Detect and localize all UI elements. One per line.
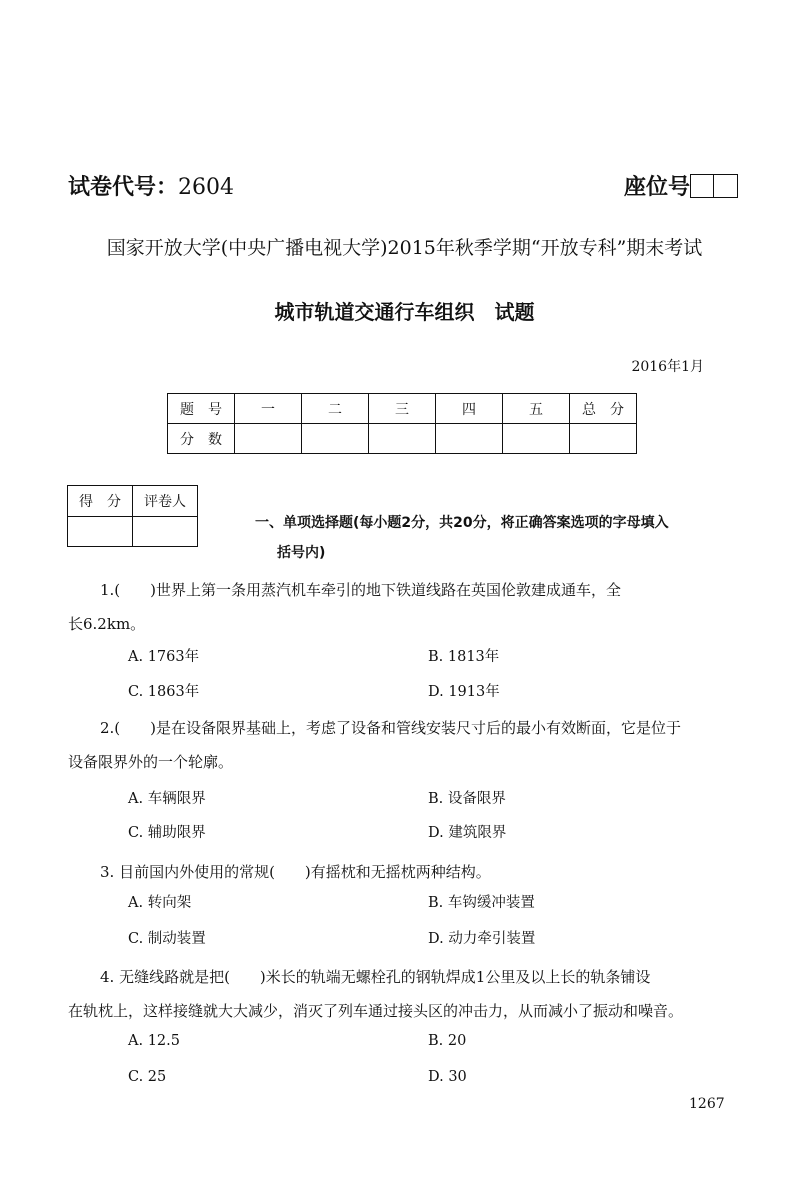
question-text: 在轨枕上，这样接缝就大大减少，消灭了列车通过接头区的冲击力，从而减小了振动和噪音。 (68, 1002, 684, 1020)
question-text: 设备限界外的一个轮廓。 (68, 753, 234, 771)
score-table-cell: 分 数 (168, 424, 235, 454)
option: D. 1913年 (428, 684, 500, 700)
question-text: 2.( )是在设备限界基础上，考虑了设备和管线安装尺寸后的最小有效断面，它是位于 (100, 719, 682, 737)
option: C. 25 (128, 1069, 167, 1085)
grader-entry-cell (133, 517, 198, 547)
paper-code-number: 2604 (178, 175, 235, 200)
question-text: 长6.2km。 (68, 615, 146, 633)
score-entry-cell (235, 424, 302, 454)
score-entry-cell (570, 424, 637, 454)
question-1 (68, 573, 748, 641)
grader-table-entry-row (68, 517, 198, 547)
seat-number (624, 170, 738, 201)
score-table-cell: 一 (235, 394, 302, 424)
option: B. 1813年 (428, 649, 500, 665)
option: C. 1863年 (128, 684, 200, 700)
grader-name-label: 评卷人 (133, 486, 198, 517)
option: D. 30 (428, 1069, 467, 1085)
score-table-cell: 四 (436, 394, 503, 424)
question-2 (68, 711, 748, 779)
option: D. 建筑限界 (428, 825, 507, 841)
score-entry-cell (436, 424, 503, 454)
section-heading-line: 括号内) (277, 545, 326, 561)
question-text: 3. 目前国内外使用的常规( )有摇枕和无摇枕两种结构。 (100, 863, 491, 881)
option: B. 车钩缓冲装置 (428, 895, 535, 911)
option: C. 制动装置 (128, 931, 206, 947)
section-heading-line: 一、单项选择题(每小题2分，共20分，将正确答案选项的字母填入 (255, 515, 669, 531)
option: A. 车辆限界 (128, 791, 206, 807)
option: A. 转向架 (128, 895, 192, 911)
score-entry-cell (302, 424, 369, 454)
question-4 (68, 960, 748, 1028)
page-number: 1267 (689, 1096, 725, 1112)
question-text: 4. 无缝线路就是把( )米长的轨端无螺栓孔的钢轨焊成1公里及以上长的轨条铺设 (100, 968, 651, 986)
option: A. 1763年 (128, 649, 200, 665)
seat-box-1 (690, 174, 714, 198)
exam-date: 2016年1月 (631, 359, 704, 375)
score-table-cell: 题 号 (168, 394, 235, 424)
score-table-cell: 五 (503, 394, 570, 424)
paper-code (68, 170, 234, 201)
score-entry-cell (503, 424, 570, 454)
question-3 (68, 855, 748, 889)
grader-entry-cell (68, 517, 133, 547)
grader-score-label: 得 分 (68, 486, 133, 517)
score-table-cell: 三 (369, 394, 436, 424)
option: B. 设备限界 (428, 791, 506, 807)
grader-table-header-row (68, 486, 198, 517)
section-heading (255, 508, 745, 568)
option: B. 20 (428, 1033, 467, 1049)
paper-code-label: 试卷代号： (68, 175, 179, 200)
score-table-cell: 二 (302, 394, 369, 424)
score-table-cell: 总 分 (570, 394, 637, 424)
option: A. 12.5 (128, 1033, 180, 1049)
option: C. 辅助限界 (128, 825, 206, 841)
score-table (167, 393, 637, 454)
grader-table (67, 485, 198, 547)
exam-title: 国家开放大学(中央广播电视大学)2015年秋季学期“开放专科”期末考试 (106, 237, 703, 259)
score-table-score-row (168, 424, 637, 454)
option: D. 动力牵引装置 (428, 931, 536, 947)
score-table-header-row (168, 394, 637, 424)
score-entry-cell (369, 424, 436, 454)
seat-number-label: 座位号 (623, 175, 690, 200)
question-text: 1.( )世界上第一条用蒸汽机车牵引的地下铁道线路在英国伦敦建成通车，全 (100, 581, 622, 599)
seat-box-2 (714, 174, 738, 198)
subject-title: 城市轨道交通行车组织 试题 (274, 300, 535, 324)
